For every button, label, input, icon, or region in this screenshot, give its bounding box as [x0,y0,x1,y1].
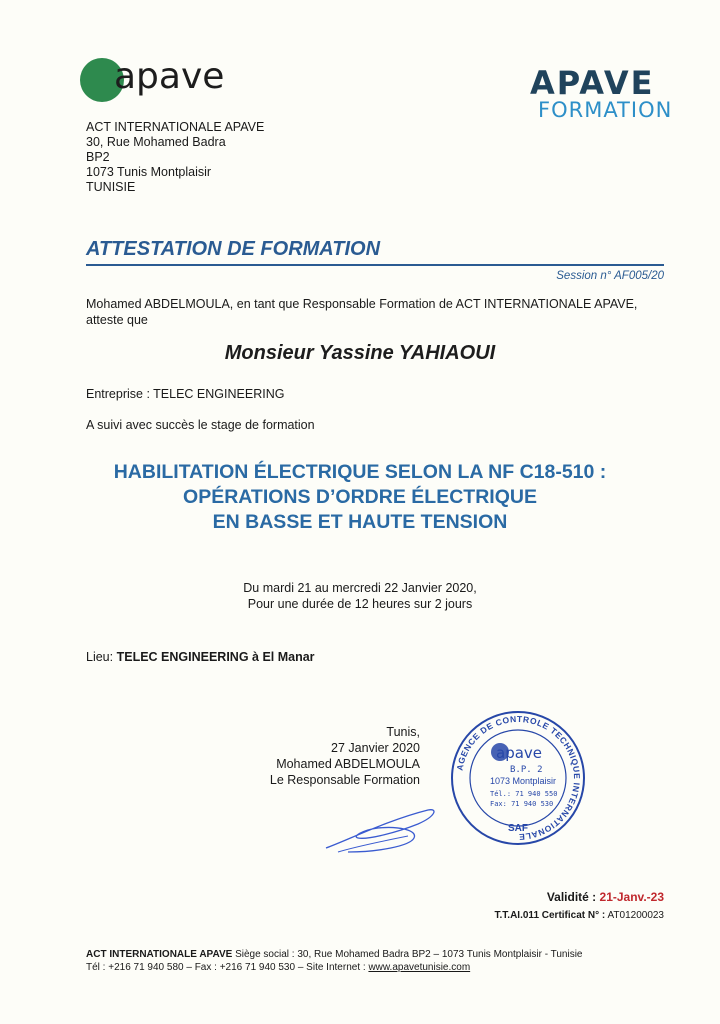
location-label: Lieu: [86,650,114,664]
address-line: ACT INTERNATIONALE APAVE [86,120,265,134]
address-line: 1073 Tunis Montplaisir [86,165,212,179]
document-title: ATTESTATION DE FORMATION [86,238,381,260]
sender-address [86,120,264,195]
course-title [0,460,720,535]
course-title-line: EN BASSE ET HAUTE TENSION [212,511,508,533]
title-divider [86,264,664,266]
signatory-name: Mohamed ABDELMOULA [276,757,420,771]
apave-formation-logo [530,64,673,124]
dates-line: Du mardi 21 au mercredi 22 Janvier 2020, [243,581,477,595]
training-location [86,650,315,664]
intro-line: Mohamed ABDELMOULA, en tant que Responsable Formation de ACT INTERNATIONALE APAVE, [86,297,638,311]
course-title-line: OPÉRATIONS D’ORDRE ÉLECTRIQUE [183,486,537,508]
footer [86,948,583,974]
signature-block [250,724,420,788]
address-line: 30, Rue Mohamed Badra [86,135,226,149]
training-dates [0,580,720,612]
duration-line: Pour une durée de 12 heures sur 2 jours [247,597,473,611]
location-value: TELEC ENGINEERING à El Manar [116,650,315,664]
apave-formation-logo-sub: FORMATION [538,98,673,122]
signature-date: 27 Janvier 2020 [331,741,420,755]
session-number: Session n° AF005/20 [556,270,664,282]
course-title-line: HABILITATION ÉLECTRIQUE SELON LA NF C18-510 : [113,461,607,483]
validity-label: Validité : [546,890,597,904]
intro-line: atteste que [86,313,148,327]
handwritten-signature [318,800,448,860]
validity [400,890,664,904]
stamp-city: 1073 Montplaisir [490,776,557,786]
stamp-bp: B.P. 2 [510,765,543,775]
stamp-ring-text: AGENCE DE CONTROLE TECHNIQUE INTERNATIONALE [454,713,583,843]
footer-contact: Tél : +216 71 940 580 – Fax : +216 71 940 530 – Site Internet : [86,962,369,973]
signatory-role: Le Responsable Formation [269,773,420,787]
stamp-bottom: SAF [508,823,528,834]
stamp-tel: Tél.: 71 940 550 [490,790,558,798]
footer-line-1 [86,948,583,961]
footer-company: ACT INTERNATIONALE APAVE [86,949,233,960]
signature-city: Tunis, [386,725,420,739]
recipient-name: Monsieur Yassine YAHIAOUI [224,342,496,364]
apave-logo-word: apave [114,56,225,97]
company-line: Entreprise : TELEC ENGINEERING [86,387,285,401]
certificate-number [360,910,664,921]
validity-date: 21-Janv.-23 [599,890,664,904]
official-stamp [448,708,588,848]
address-line: TUNISIE [86,180,136,194]
footer-website-link[interactable]: www.apavetunisie.com [368,962,471,973]
certificate-label: T.T.AI.011 Certificat N° : [494,910,606,921]
stamp-fax: Fax: 71 940 530 [490,800,554,808]
completion-statement: A suivi avec succès le stage de formation [86,418,315,432]
footer-address: Siège social : 30, Rue Mohamed Badra BP2 – 1073 Tunis Montplaisir - Tunisie [232,949,583,960]
attestation-intro [86,296,637,328]
footer-line-2 [86,961,583,974]
apave-formation-logo-main: APAVE [530,64,655,102]
apave-logo [80,56,230,112]
certificate-value: AT01200023 [607,910,664,921]
address-line: BP2 [86,150,110,164]
stamp-brand: apave [496,744,543,762]
